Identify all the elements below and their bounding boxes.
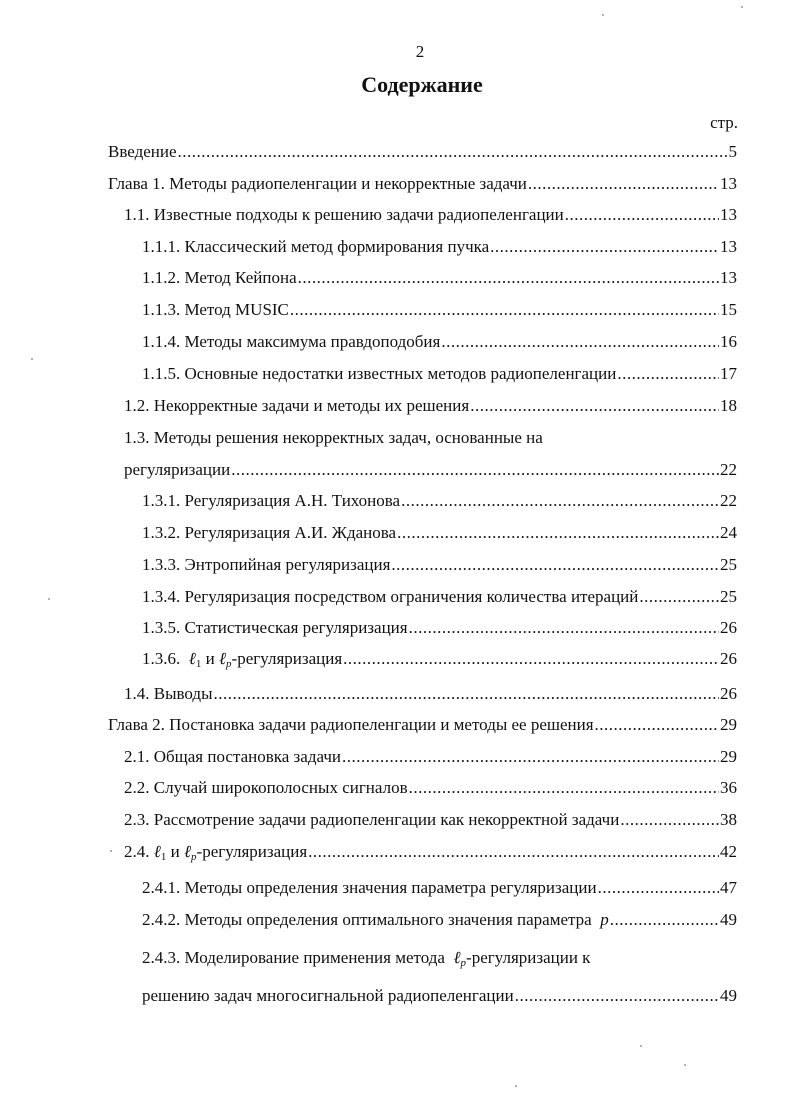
toc-entry-1-1-1[interactable] — [142, 237, 737, 263]
toc-entry-title: 1.3.3. Энтропийная регуляризация — [142, 555, 391, 574]
leader-dots — [620, 810, 719, 830]
conjunction: и — [170, 842, 180, 861]
toc-entry-page: 13 — [720, 237, 737, 256]
toc-entry-1-1-4[interactable] — [142, 332, 737, 358]
toc-entry-page: 42 — [720, 842, 737, 861]
entry-text: 2.4.2. Методы определения оптимального значения параметра — [142, 910, 592, 929]
toc-entry-title: 1.1.3. Метод MUSIC — [142, 300, 289, 319]
leader-dots — [441, 332, 719, 352]
toc-entry-title: 1.1.2. Метод Кейпона — [142, 268, 297, 287]
toc-entry-title: 1.3.2. Регуляризация А.И. Жданова — [142, 523, 397, 542]
toc-entry-title: 2.1. Общая постановка задачи — [124, 747, 341, 766]
leader-dots — [470, 396, 719, 416]
scan-speck — [602, 14, 604, 16]
toc-entry-page: 26 — [720, 649, 737, 668]
toc-entry-2-4-2[interactable] — [142, 910, 737, 936]
scan-speck — [515, 1085, 517, 1087]
toc-entry-title: 1.3.4. Регуляризация посредством ограничения количества итераций — [142, 587, 639, 606]
toc-entry-2-1[interactable] — [124, 747, 737, 773]
toc-entry-title: 1.2. Некорректные задачи и методы их решения — [124, 396, 470, 415]
subscript-1: 1 — [195, 658, 202, 670]
scan-speck — [110, 850, 112, 852]
ell-symbol: ℓ — [183, 842, 192, 861]
toc-entry-title: регуляризации — [124, 460, 231, 479]
leader-dots — [342, 747, 719, 767]
leader-dots — [214, 684, 719, 704]
toc-entry-title: 1.1.1. Классический метод формирования пучка — [142, 237, 490, 256]
toc-entry-page: 22 — [720, 491, 737, 510]
toc-entry-title: 2.3. Рассмотрение задачи радиопеленгации как некорректной задачи — [124, 810, 620, 829]
toc-entry-title: 2.2. Случай широкополосных сигналов — [124, 778, 408, 797]
leader-dots — [528, 174, 719, 194]
leader-dots — [617, 364, 719, 384]
leader-dots — [178, 142, 728, 162]
conjunction: и — [205, 649, 215, 668]
toc-entry-1-3-5[interactable] — [142, 618, 737, 644]
section-number: 1.3.6. — [142, 649, 181, 668]
toc-entry-page: 13 — [720, 205, 737, 224]
toc-entry-introduction[interactable] — [108, 142, 737, 168]
leader-dots — [490, 237, 719, 257]
toc-entry-chapter-2[interactable] — [108, 715, 737, 741]
scan-speck — [640, 1045, 642, 1047]
scan-speck — [31, 358, 33, 360]
leader-dots — [565, 205, 719, 225]
leader-dots — [290, 300, 719, 320]
toc-entry-page: 38 — [720, 810, 737, 829]
page-title: Содержание — [361, 72, 483, 97]
toc-entry-page: 47 — [720, 878, 737, 897]
toc-entry-page: 26 — [720, 618, 737, 637]
toc-entry-title — [124, 842, 307, 863]
leader-dots — [298, 268, 719, 288]
suffix-text: -регуляризация — [231, 649, 343, 668]
toc-entry-1-3-6[interactable] — [142, 649, 737, 675]
scan-speck — [741, 6, 743, 8]
subscript-p: p — [191, 851, 197, 863]
suffix-text: -регуляризации к — [466, 948, 591, 967]
entry-text: 2.4.3. Моделирование применения метода — [142, 948, 445, 967]
toc-entry-1-1-3[interactable] — [142, 300, 737, 326]
toc-entry-page: 13 — [720, 174, 737, 193]
subscript-p: p — [226, 658, 232, 670]
toc-entry-page: 26 — [720, 684, 737, 703]
leader-dots — [308, 842, 719, 862]
leader-dots — [343, 649, 719, 669]
ell-symbol: ℓ — [453, 948, 461, 967]
toc-entry-1-3-3[interactable] — [142, 555, 737, 581]
toc-entry-chapter-1[interactable] — [108, 174, 737, 200]
section-number: 2.4. — [124, 842, 150, 861]
leader-dots — [231, 460, 719, 480]
ell-symbol: ℓ — [188, 649, 196, 668]
toc-entry-title: 2.4.1. Методы определения значения параметра регуляризации — [142, 878, 597, 897]
toc-entry-1-1-2[interactable] — [142, 268, 737, 294]
leader-dots — [598, 878, 719, 898]
toc-entry-1-3-1[interactable] — [142, 491, 737, 517]
toc-entry-title: 1.1.4. Методы максимума правдоподобия — [142, 332, 441, 351]
toc-entry-page: 5 — [728, 142, 737, 161]
leader-dots — [397, 523, 719, 543]
toc-entry-1-3[interactable] — [124, 460, 737, 486]
toc-entry-title — [142, 649, 342, 670]
toc-entry-page: 49 — [720, 986, 737, 1005]
toc-entry-title: 1.1. Известные подходы к решению задачи радиопеленгации — [124, 205, 564, 224]
toc-entry-title: Глава 2. Постановка задачи радиопеленгации и методы ее решения — [108, 715, 594, 734]
toc-entry-1-3-4[interactable] — [142, 587, 737, 613]
toc-entry-page: 25 — [720, 555, 737, 574]
toc-entry-1-3-line1[interactable]: 1.3. Методы решения некорректных задач, основанные на — [124, 428, 543, 447]
toc-entry-page: 29 — [720, 715, 737, 734]
toc-entry-1-3-2[interactable] — [142, 523, 737, 549]
toc-entry-title: Глава 1. Методы радиопеленгации и некорректные задачи — [108, 174, 527, 193]
ell-symbol: ℓ — [153, 842, 161, 861]
subscript-1: 1 — [160, 851, 167, 863]
toc-entry-page: 16 — [720, 332, 737, 351]
toc-entry-1-1-5[interactable] — [142, 364, 737, 390]
toc-entry-page: 22 — [720, 460, 737, 479]
leader-dots — [409, 778, 719, 798]
toc-entry-title: решению задач многосигнальной радиопеленгации — [142, 986, 514, 1005]
toc-entry-title: 1.1.5. Основные недостатки известных методов радиопеленгации — [142, 364, 617, 383]
scan-speck — [684, 1064, 686, 1066]
toc-entry-2-2[interactable] — [124, 778, 737, 804]
toc-entry-page: 24 — [720, 523, 737, 542]
toc-entry-page: 18 — [720, 396, 737, 415]
leader-dots — [639, 587, 719, 607]
toc-entry-2-4-3[interactable] — [142, 986, 737, 1012]
toc-entry-title: Введение — [108, 142, 177, 161]
toc-entry-1-4[interactable] — [124, 684, 737, 710]
toc-entry-page: 17 — [720, 364, 737, 383]
leader-dots — [515, 986, 719, 1006]
leader-dots — [409, 618, 719, 638]
leader-dots — [391, 555, 719, 575]
param-p: p — [600, 910, 609, 929]
toc-entry-title: 1.4. Выводы — [124, 684, 213, 703]
toc-entry-2-4-3-line1[interactable] — [142, 948, 590, 969]
ell-symbol: ℓ — [218, 649, 227, 668]
toc-entry-1-1[interactable] — [124, 205, 737, 231]
toc-entry-page: 25 — [720, 587, 737, 606]
toc-entry-title: 1.3.1. Регуляризация А.Н. Тихонова — [142, 491, 401, 510]
toc-entry-page: 13 — [720, 268, 737, 287]
toc-entry-page: 29 — [720, 747, 737, 766]
toc-entry-page: 49 — [720, 910, 737, 929]
toc-entry-2-3[interactable] — [124, 810, 737, 836]
page-column-label: стр. — [710, 113, 738, 132]
leader-dots — [401, 491, 719, 511]
leader-dots — [595, 715, 719, 735]
subscript-p: p — [460, 957, 467, 969]
scan-speck — [48, 598, 50, 600]
suffix-text: -регуляризация — [196, 842, 308, 861]
toc-entry-page: 36 — [720, 778, 737, 797]
toc-entry-2-4[interactable] — [124, 842, 737, 868]
toc-entry-title: 1.3.5. Статистическая регуляризация — [142, 618, 408, 637]
page-number: 2 — [415, 42, 425, 61]
leader-dots — [610, 910, 719, 930]
toc-entry-2-4-1[interactable] — [142, 878, 737, 904]
toc-entry-page: 15 — [720, 300, 737, 319]
toc-entry-1-2[interactable] — [124, 396, 737, 422]
toc-entry-title — [142, 910, 609, 930]
